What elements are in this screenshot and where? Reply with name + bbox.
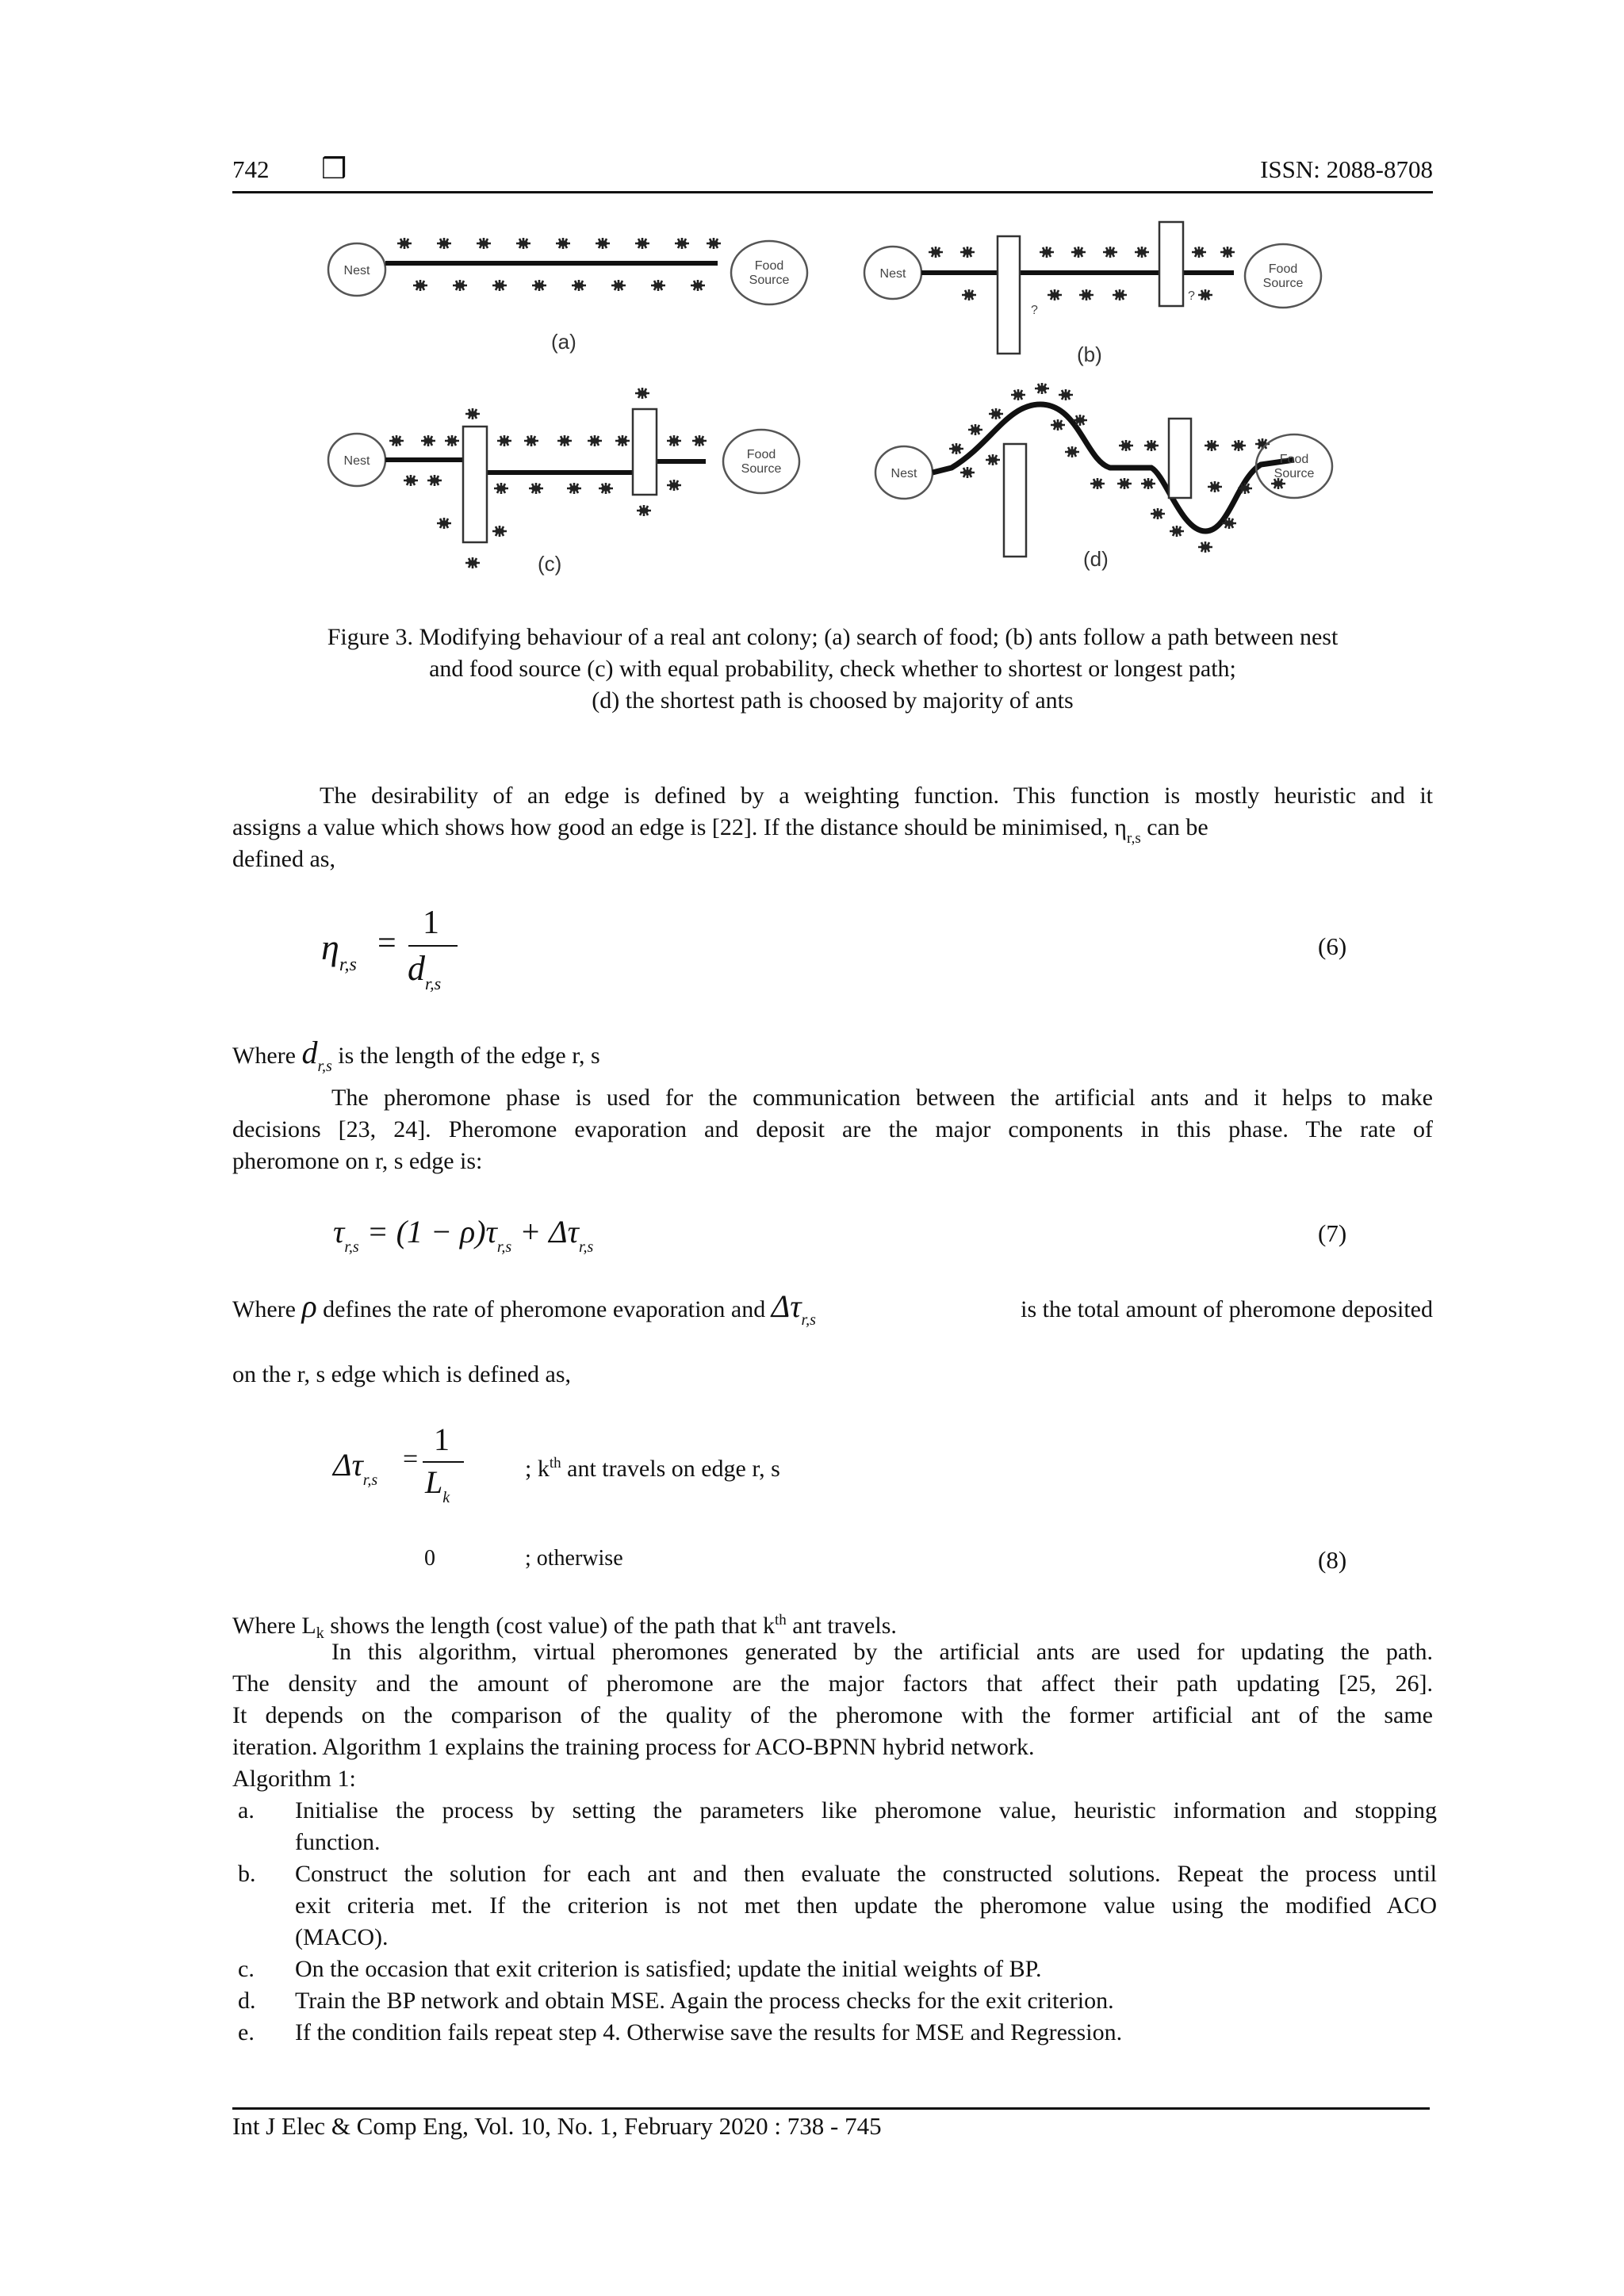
nest-label: Nest: [343, 264, 370, 277]
panel-c: [328, 388, 799, 576]
para2-line-3: pheromone on r, s edge is:: [232, 1148, 483, 1174]
issn: ISSN: 2088-8708: [1260, 155, 1433, 183]
para3-line-1: In this algorithm, virtual pheromones generated by the artificial ants are used for updating the path.: [331, 1639, 1433, 1665]
para1-line-1: The desirability of an edge is defined by a weighting function. This function is mostly heuristic and it: [320, 783, 1433, 809]
ants: [389, 388, 707, 568]
figure-caption-line-3: (d) the shortest path is choosed by majority of ants: [592, 687, 1074, 714]
panel-label-c: (c): [538, 552, 562, 576]
nest-label: Nest: [879, 267, 906, 281]
obstacle: [633, 409, 657, 495]
eq6-lhs: $\eta_{r,s}$: [321, 927, 357, 975]
food-source-node: [731, 241, 807, 304]
food-label-1: Food: [746, 448, 776, 461]
where-rho-left: Where ρ defines the rate of pheromone evaporation and $\Delta\tau_{r,s}$: [232, 1288, 816, 1329]
eq6-denominator: $d_{r,s}$: [408, 949, 442, 993]
nest-label: Nest: [343, 454, 370, 468]
obstacle: [463, 427, 487, 542]
food-label-2: Source: [1274, 467, 1315, 480]
eq6-equals: =: [377, 925, 396, 962]
food-label-1: Food: [754, 259, 784, 273]
food-label-1: Food: [1268, 262, 1298, 276]
eq8-numerator: 1: [434, 1422, 450, 1457]
algorithm-heading: Algorithm 1:: [232, 1766, 356, 1792]
eq8-case-2: ; otherwise: [525, 1546, 623, 1571]
list-item: b. Construct the solution for each ant and then evaluate the constructed solutions. Repeat the process until exit criteria met. If the criterion is not met then update the pheromone value using the modified ACO (MACO).: [238, 1861, 1437, 1950]
obstacle: [998, 236, 1020, 354]
figure-caption-line-2: and food source (c) with equal probability, check whether to shortest or longest path;: [429, 656, 1236, 682]
ants-top-row: [397, 238, 721, 249]
panel-label-b: (b): [1077, 342, 1102, 366]
where-lk-line: Where $L_k$ shows the length (cost value) of the path that $k^{th}$ ant travels.: [232, 1612, 897, 1642]
where-d-line: Where $d_{r,s}$ is the length of the edge r, s: [232, 1035, 600, 1075]
eq8-number: (8): [1318, 1546, 1347, 1574]
para1-line-2-text: assigns a value which shows how good an edge is [22]. If the distance should be minimised, $\eta_{r,s}$ can be: [232, 814, 1208, 847]
eq8-case-1: ; $k^{th}$ ant travels on edge r, s: [525, 1455, 780, 1482]
obstacle: [1004, 444, 1026, 557]
eq8-fraction-bar: [423, 1461, 464, 1463]
ants-bottom-row: [413, 280, 705, 291]
obstacle: [1159, 222, 1183, 306]
eq8-lhs: $\Delta\tau_{r,s}$: [333, 1447, 378, 1489]
page-number: 742: [232, 155, 270, 183]
list-item: d. Train the BP network and obtain MSE. Again the process checks for the exit criterion.: [238, 1988, 1114, 2014]
figure-caption-line-1: Figure 3. Modifying behaviour of a real ant colony; (a) search of food; (b) ants follow a path between nest: [327, 624, 1339, 650]
para1-line-2: [232, 812, 1433, 847]
panel-label-d: (d): [1083, 547, 1109, 571]
where-rho-line: [232, 1288, 1433, 1329]
curved-path: [933, 404, 1294, 531]
food-label-2: Source: [749, 274, 790, 287]
panel-d: [875, 383, 1332, 571]
food-source-node: [723, 430, 799, 493]
list-item: c. On the occasion that exit criterion is satisfied; update the initial weights of BP.: [238, 1956, 1042, 1982]
eq8-equals: =: [403, 1445, 419, 1474]
para3-line-2: The density and the amount of pheromone are the major factors that affect their path updating [25, 26].: [232, 1670, 1433, 1697]
eq6-fraction-bar: [408, 945, 458, 947]
list-item: e. If the condition fails repeat step 4. Otherwise save the results for MSE and Regression.: [238, 2019, 1123, 2045]
eq8-denominator: $L_k$: [425, 1464, 450, 1506]
para2-line-1: The pheromone phase is used for the communication between the artificial ants and it helps to make: [331, 1085, 1433, 1111]
panel-b: [864, 222, 1321, 366]
food-source-node: [1245, 244, 1321, 308]
question-mark: ?: [1188, 289, 1195, 303]
where-rho-line-2: on the r, s edge which is defined as,: [232, 1361, 572, 1387]
list-item: a. Initialise the process by setting the parameters like pheromone value, heuristic information and stopping function.: [238, 1797, 1437, 1855]
panel-a: [328, 238, 807, 354]
panel-label-a: (a): [551, 330, 576, 354]
question-mark: ?: [1031, 304, 1038, 317]
eq7-number: (7): [1318, 1219, 1347, 1247]
eq7-expression: $\tau_{r,s} = (1 - \rho)\tau_{r,s} + \Delta\tau_{r,s}$: [333, 1214, 594, 1256]
obstacle: [1169, 419, 1191, 498]
ant-colony-figure: [317, 206, 1348, 603]
eq6-number: (6): [1318, 932, 1347, 960]
para2-line-2: decisions [23, 24]. Pheromone evaporation and deposit are the major components in this phase. The rate of: [232, 1116, 1433, 1142]
footer-citation: Int J Elec & Comp Eng, Vol. 10, No. 1, February 2020 : 738 - 745: [232, 2112, 882, 2140]
food-label-2: Source: [1262, 277, 1304, 290]
header-box-symbol: ❒: [321, 153, 347, 185]
eq6-numerator: 1: [423, 905, 439, 941]
para3-line-3: It depends on the comparison of the quality of the pheromone with the former artificial ant of the same: [232, 1702, 1433, 1728]
eq8-zero: 0: [424, 1546, 435, 1571]
para1-line-3: defined as,: [232, 846, 335, 872]
header-rule: [232, 191, 1433, 193]
footer-rule: [232, 2107, 1430, 2110]
food-label-2: Source: [741, 462, 782, 476]
nest-label: Nest: [891, 467, 917, 480]
food-label-1: Food: [1279, 453, 1309, 466]
where-rho-right: is the total amount of pheromone deposited: [1021, 1296, 1433, 1322]
para3-line-4: iteration. Algorithm 1 explains the training process for ACO-BPNN hybrid network.: [232, 1734, 1035, 1760]
